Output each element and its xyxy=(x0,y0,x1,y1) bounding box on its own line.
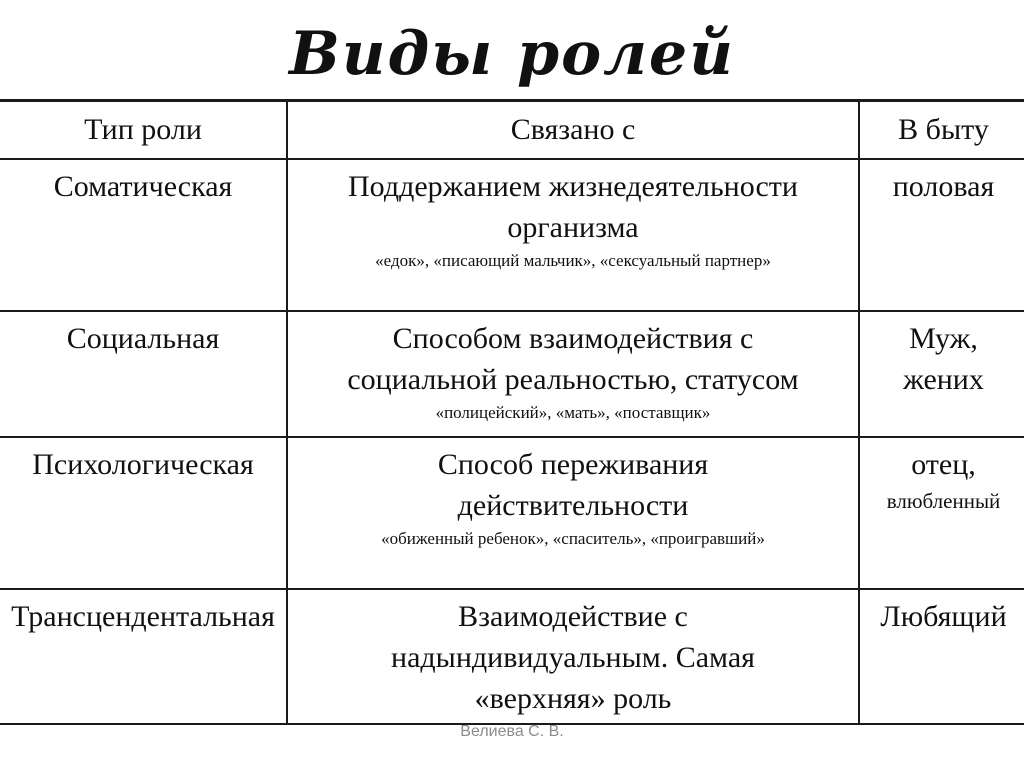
cell-linked xyxy=(287,589,859,724)
role-type: Соматическая xyxy=(53,170,233,203)
header-linked: Связано с xyxy=(287,101,859,160)
table-row xyxy=(0,437,1024,589)
cell-type xyxy=(0,159,287,311)
role-linked: Поддержанием жизнедеятельности организма xyxy=(348,170,798,244)
cell-type xyxy=(0,589,287,724)
table-row xyxy=(0,589,1024,724)
table-row xyxy=(0,311,1024,437)
role-everyday-extra: влюбленный xyxy=(886,489,1001,513)
role-linked: Взаимодействие с надындивидуальным. Самая «верхняя» роль xyxy=(391,600,755,715)
header-everyday: В быту xyxy=(859,101,1024,160)
cell-everyday xyxy=(859,437,1024,589)
cell-type xyxy=(0,437,287,589)
cell-type xyxy=(0,311,287,437)
role-type: Социальная xyxy=(66,322,220,355)
role-examples: «обиженный ребенок», «спаситель», «проигравший» xyxy=(381,529,765,548)
table-row xyxy=(0,159,1024,311)
role-examples: «едок», «писающий мальчик», «сексуальный партнер» xyxy=(375,251,771,270)
author-footer: Велиева С. В. xyxy=(460,723,564,740)
slide-title: Виды ролей xyxy=(289,19,735,89)
cell-everyday xyxy=(859,311,1024,437)
role-everyday: отец, xyxy=(911,448,976,481)
role-type: Психологическая xyxy=(32,448,254,481)
table-header-row xyxy=(0,101,1024,160)
role-everyday: Любящий xyxy=(880,600,1007,633)
cell-everyday xyxy=(859,589,1024,724)
cell-linked xyxy=(287,437,859,589)
role-type: Трансцендентальная xyxy=(11,600,275,633)
role-everyday: половая xyxy=(892,170,995,203)
cell-linked xyxy=(287,159,859,311)
cell-linked xyxy=(287,311,859,437)
role-linked: Способ переживания действительности xyxy=(437,448,709,522)
roles-table xyxy=(0,99,1024,725)
role-examples: «полицейский», «мать», «поставщик» xyxy=(435,403,711,422)
role-everyday: Муж, жених xyxy=(903,322,984,396)
header-type: Тип роли xyxy=(0,101,287,160)
role-linked: Способом взаимодействия с социальной реальностью, статусом xyxy=(347,322,799,396)
cell-everyday xyxy=(859,159,1024,311)
